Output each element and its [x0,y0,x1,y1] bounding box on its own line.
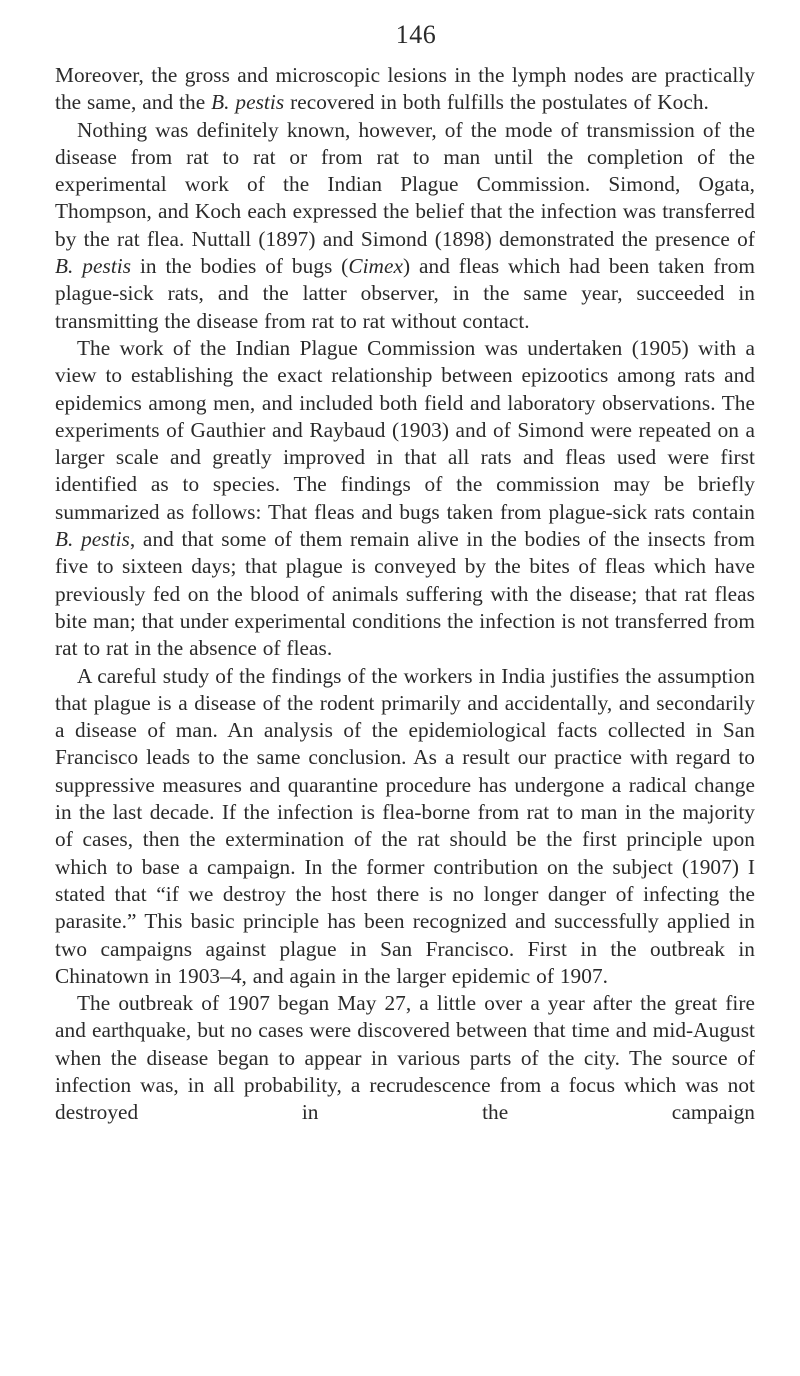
text-run: A careful study of the findings of the workers in India justifies the assumption that plague is a disease of the rodent primarily and accidentally, and secondarily a disease of man. An analysis of the epidemiological facts collected in San Francisco leads to the same conclusion. As a result our practice with regard to suppressive measures and quarantine procedure has undergone a radical change in the last decade. If the infection is flea-borne from rat to man in the majority of cases, then the extermination of the rat should be the first principle upon which to base a campaign. In the former contribution on the subject (1907) I stated that “if we destroy the host there is no longer danger of infecting the parasite.” This basic principle has been recognized and successfully applied in two campaigns against plague in San Francisco. First in the outbreak in Chinatown in 1903–4, and again in the larger epidemic of 1907. [55,663,755,988]
italic-term: B. pestis [55,527,130,552]
text-run: , and that some of them remain alive in the bodies of the insects from five to sixteen days; that plague is conveyed by the bites of fleas which have previously fed on the blood of animals suffering with the disease; that rat fleas bite man; that under experimental conditions the infection is not transferred from rat to rat in the absence of fleas. [55,527,755,661]
text-run: The work of the Indian Plague Commission was undertaken (1905) with a view to establishing the exact relationship between epizootics among rats and epidemics among men, and included both field and laboratory observations. The experiments of Gauthier and Raybaud (1903) and of Simond were repeated on a larger scale and greatly improved in that all rats and fleas used were first identified as to species. The findings of the commission may be briefly summarized as follows: That fleas and bugs taken from plague-sick rats contain [55,335,755,524]
italic-term: B. pestis [55,254,132,279]
paragraph-commission [55,335,755,663]
text-run: recovered in both fulfills the postulates of Koch. [284,90,709,115]
page-number: 146 [395,20,437,49]
text-run: The outbreak of 1907 began May 27, a little over a year after the great fire and earthquake, but no cases were discovered between that time and mid-August when the disease began to appear in various parts of the city. The source of infection was, in all probability, a recrudescence from a focus which was not destroyed in the campaign [55,991,755,1125]
paragraph-outbreak-1907 [55,990,755,1126]
text-run: Moreover, the gross and microscopic lesions in the lymph nodes are practically the same, and the [55,63,755,115]
text-run: in the bodies of bugs ( [131,254,349,279]
paragraph-transmission [55,117,755,335]
paragraph-continuation [55,62,755,117]
text-run: ) and fleas which had been taken from plague-sick rats, and the latter observer, in the same year, succeeded in transmitting the disease from rat to rat without contact. [55,254,755,333]
italic-term: B. pestis [211,90,285,115]
page-body [55,0,755,1127]
text-run: Nothing was definitely known, however, of the mode of transmission of the disease from rat to rat or from rat to man until the completion of the experimental work of the Indian Plague Commission. Simond, Ogata, Thompson, and Koch each expressed the belief that the infection was transferred by the rat flea. Nuttall (1897) and Simond (1898) demonstrated the presence of [55,117,755,251]
italic-term: Cimex [348,254,403,279]
paragraph-study [55,663,755,991]
